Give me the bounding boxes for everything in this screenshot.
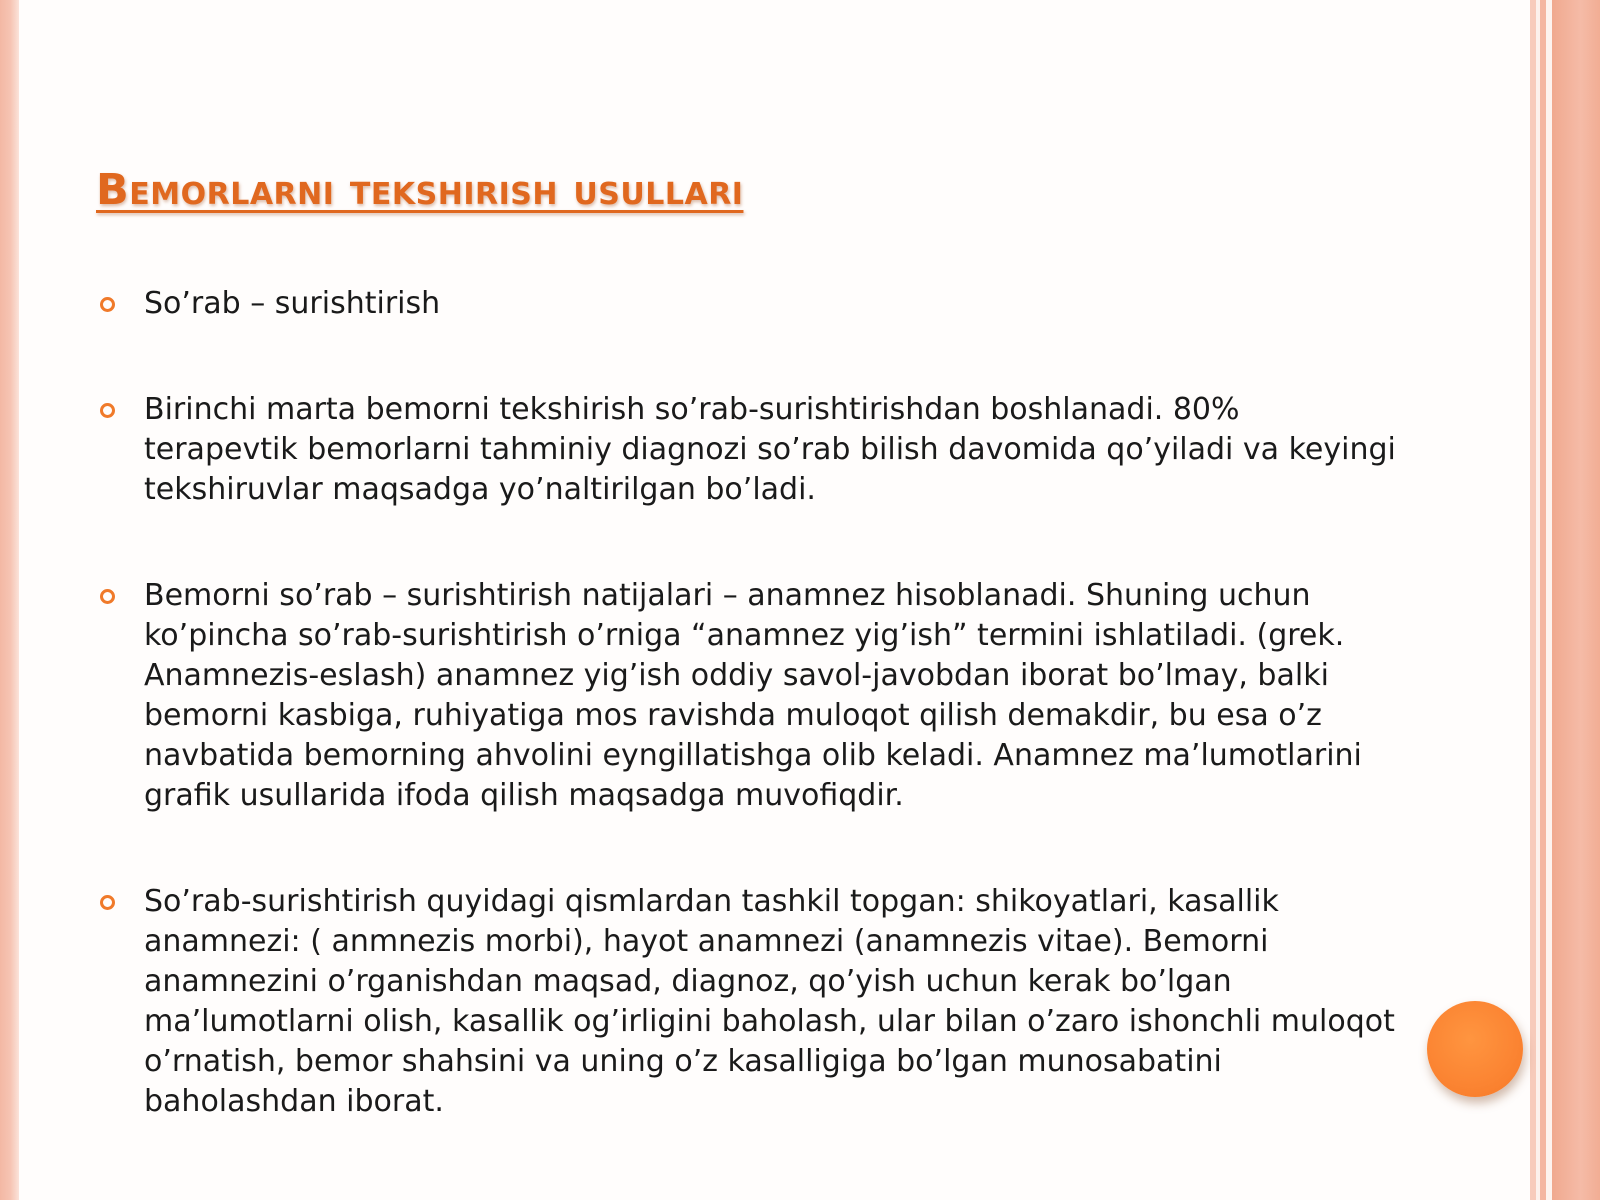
right-decorative-stripes	[1530, 0, 1600, 1200]
bullet-item	[96, 882, 1396, 1122]
orange-circle-icon	[1427, 1001, 1523, 1097]
bullet-list	[96, 284, 1396, 1122]
bullet-text: So’rab-surishtirish quyidagi qismlardan tashkil topgan: shikoyatlari, kasallik anamnezi: ( anmnezis morbi), hayot anamnezi (anamnezis vitae). Bemorni anamnezini o’rganishdan maqsad, diagnoz, qo’yish uchun kerak bo’lgan ma’lumotlarni olish, kasallik og’irligini baholash, ular bilan o’zaro ishonchli muloqot o’rnatish, bemor shahsini va uning o’z kasalligiga bo’lgan munosabatini baholashdan iborat.	[144, 884, 1395, 1119]
slide-title: Bemorlarni tekshirish usullari	[96, 165, 744, 215]
bullet-circle-icon	[100, 895, 115, 910]
bullet-circle-icon	[100, 297, 115, 312]
bullet-circle-icon	[100, 403, 115, 418]
bullet-item	[96, 576, 1396, 816]
bullet-text: So’rab – surishtirish	[144, 286, 441, 321]
right-stripe-5	[1552, 0, 1600, 1200]
bullet-item	[96, 390, 1396, 510]
bullet-text: Bemorni so’rab – surishtirish natijalari – anamnez hisoblanadi. Shuning uchun ko’pincha so’rab-surishtirish o’rniga “anamnez yig’ish” termini ishlatiladi. (grek. Anamnezis-eslash) anamnez yig’ish oddiy savol-javobdan iborat bo’lmay, balki bemorni kasbiga, ruhiyatiga mos ravishda muloqot qilish demakdir, bu esa o’z navbatida bemorning ahvolini eyngillatishga olib keladi. Anamnez ma’lumotlarini grafik usullarida ifoda qilish maqsadga muvofiqdir.	[144, 578, 1362, 813]
bullet-text: Birinchi marta bemorni tekshirish so’rab-surishtirishdan boshlanadi. 80% terapevtik bemorlarni tahminiy diagnozi so’rab bilish davomida qo’yiladi va keyingi tekshiruvlar maqsadga yo’naltirilgan bo’ladi.	[144, 392, 1396, 507]
bullet-item	[96, 284, 1396, 324]
left-decorative-stripe	[0, 0, 19, 1200]
bullet-circle-icon	[100, 589, 115, 604]
